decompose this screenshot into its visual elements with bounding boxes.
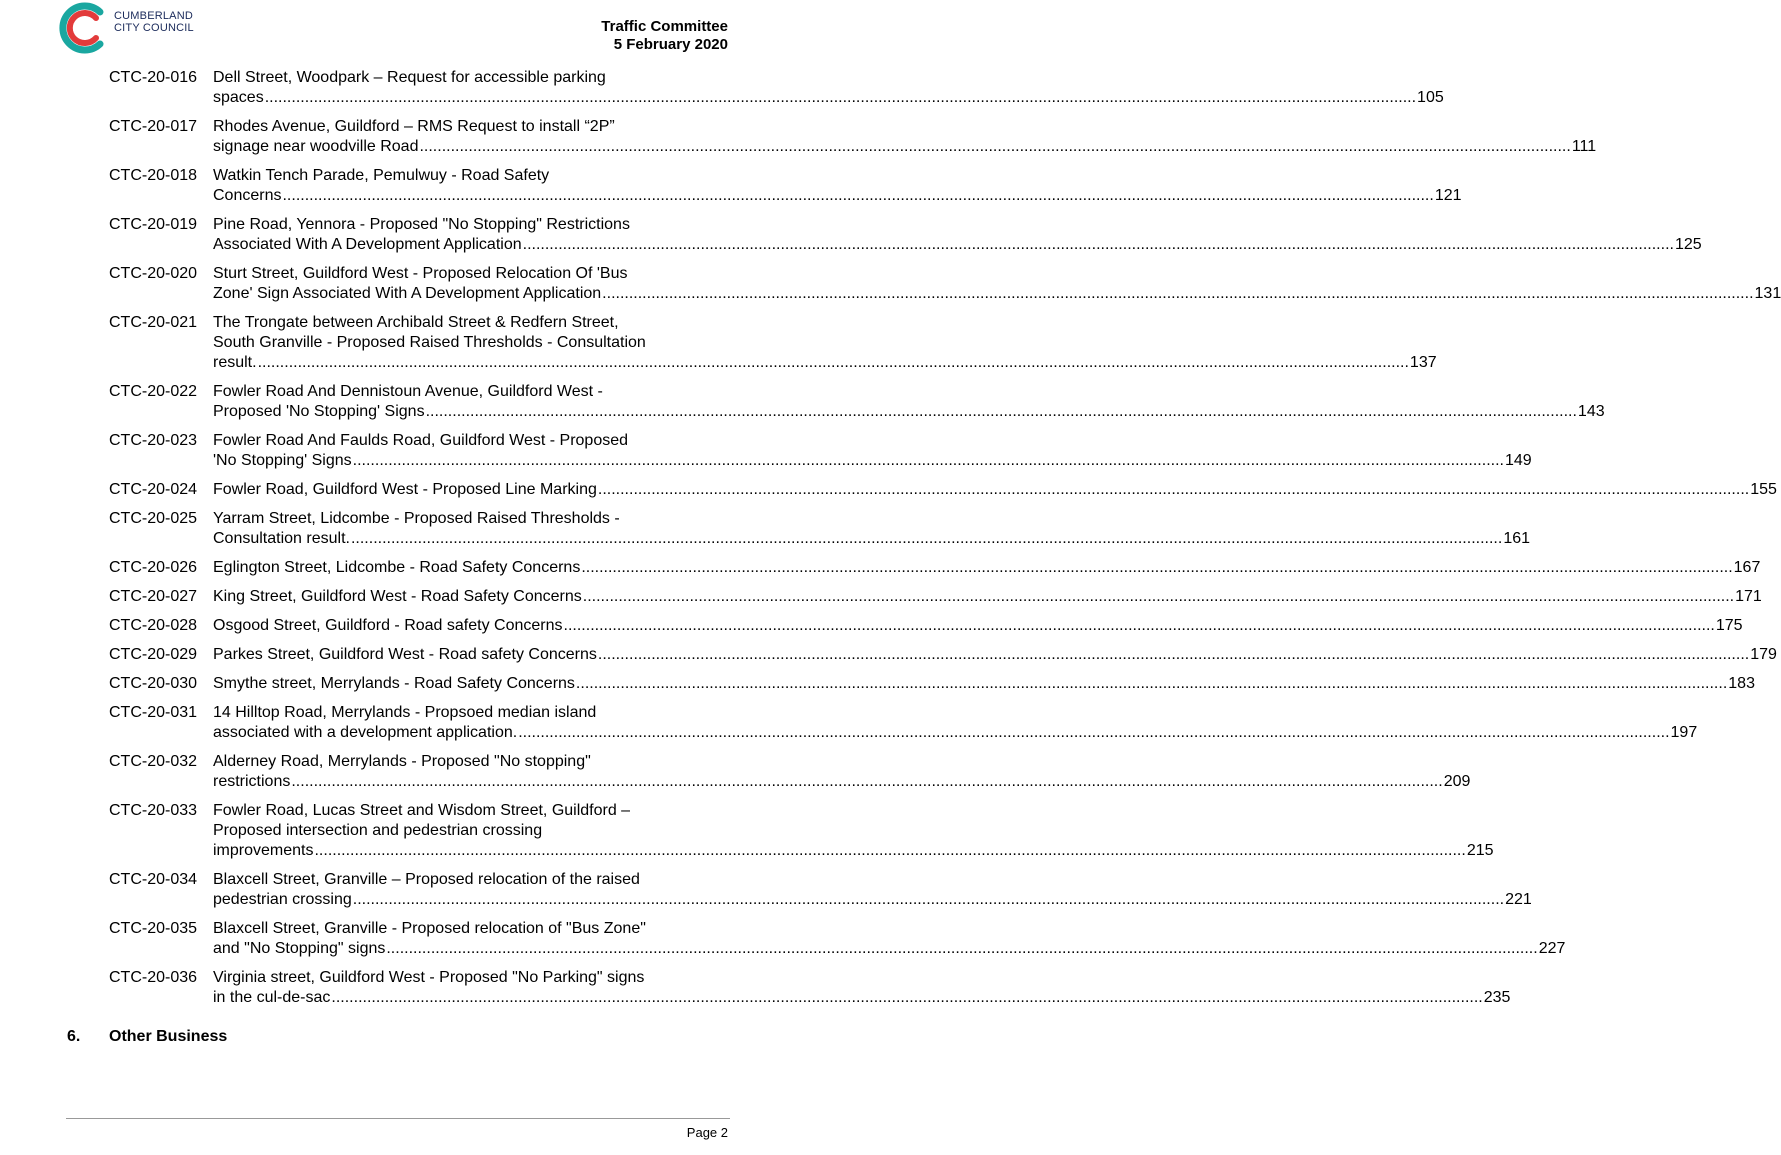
toc-item-code: CTC-20-031 xyxy=(109,704,198,721)
toc-item-code: CTC-20-036 xyxy=(109,969,198,986)
toc-page-number: 143 xyxy=(1577,403,1605,420)
toc-title-line: Fowler Road, Lucas Street and Wisdom Street, Guildford – xyxy=(213,802,631,819)
council-name-line1: CUMBERLAND xyxy=(114,10,194,22)
toc-title-last-line xyxy=(213,186,1462,206)
toc-title-last-line xyxy=(213,88,1444,108)
toc-item-title xyxy=(213,264,1781,304)
toc-page-number: 167 xyxy=(1733,559,1761,576)
toc-title-line: Fowler Road And Faulds Road, Guildford West - Proposed xyxy=(213,432,629,449)
toc-entry[interactable] xyxy=(109,674,1755,694)
dot-leader xyxy=(331,988,1482,1008)
toc-title-text: Consultation result. xyxy=(213,530,350,547)
toc-item-code: CTC-20-034 xyxy=(109,871,198,888)
dot-leader xyxy=(518,723,1669,743)
toc-title-text: Osgood Street, Guildford - Road safety Concerns xyxy=(213,617,563,634)
toc-item-title xyxy=(213,587,1762,607)
toc-title-text: Fowler Road, Guildford West - Proposed Line Marking xyxy=(213,481,597,498)
dot-leader xyxy=(523,235,1674,255)
toc-page-number: 155 xyxy=(1750,481,1777,498)
toc-title-last-line xyxy=(213,558,1760,578)
toc-title-text: and "No Stopping" signs xyxy=(213,940,386,957)
dot-leader xyxy=(576,674,1727,694)
toc-title-line: Pine Road, Yennora - Proposed "No Stopping" Restrictions xyxy=(213,216,630,233)
toc-item-title xyxy=(213,117,1596,157)
toc-title-last-line xyxy=(213,480,1777,500)
toc-title-line: 14 Hilltop Road, Merrylands - Propsoed median island xyxy=(213,704,597,721)
dot-leader xyxy=(583,587,1734,607)
toc-title-line: Sturt Street, Guildford West - Proposed Relocation Of 'Bus xyxy=(213,265,628,282)
toc-page-number: 197 xyxy=(1670,724,1698,741)
toc-item-title xyxy=(213,968,1510,1008)
dot-leader xyxy=(386,939,1537,959)
toc-page-number: 131 xyxy=(1754,285,1781,302)
toc-page-number: 235 xyxy=(1483,989,1511,1006)
toc-entry[interactable] xyxy=(109,968,1511,1008)
toc-title-text: Associated With A Development Application xyxy=(213,236,522,253)
toc-title-last-line xyxy=(213,988,1510,1008)
header-title: Traffic Committee xyxy=(601,18,728,35)
toc-entry[interactable] xyxy=(109,382,1605,422)
toc-title-line: The Trongate between Archibald Street & Redfern Street, xyxy=(213,314,619,331)
toc-item-title xyxy=(213,68,1444,108)
toc-item-code: CTC-20-024 xyxy=(109,481,198,498)
toc-item-title xyxy=(213,558,1760,578)
toc-title-line: Alderney Road, Merrylands - Proposed "No stopping" xyxy=(213,753,591,770)
toc-page-number: 171 xyxy=(1735,588,1762,605)
toc-title-line: Yarram Street, Lidcombe - Proposed Raised Thresholds - xyxy=(213,510,620,527)
toc-title-text: in the cul-de-sac xyxy=(213,989,331,1006)
toc-title-line: Watkin Tench Parade, Pemulwuy - Road Safety xyxy=(213,167,550,184)
toc-entry[interactable] xyxy=(109,215,1702,255)
toc-title-last-line xyxy=(213,137,1596,157)
toc-page-number: 161 xyxy=(1503,530,1531,547)
toc-title-line: Dell Street, Woodpark – Request for accessible parking xyxy=(213,69,606,86)
toc-title-text: King Street, Guildford West - Road Safety Concerns xyxy=(213,588,582,605)
council-logo xyxy=(56,0,216,56)
toc-title-text: result. xyxy=(213,354,257,371)
section-number: 6. xyxy=(67,1028,81,1045)
table-of-contents xyxy=(109,68,1781,1017)
toc-title-last-line xyxy=(213,235,1702,255)
toc-entry[interactable] xyxy=(109,587,1762,607)
toc-entry[interactable] xyxy=(109,117,1597,157)
toc-title-text: signage near woodville Road xyxy=(213,138,419,155)
toc-item-code: CTC-20-027 xyxy=(109,588,198,605)
dot-leader xyxy=(426,402,1577,422)
toc-title-line: South Granville - Proposed Raised Thresholds - Consultation xyxy=(213,334,646,351)
dot-leader xyxy=(314,841,1465,861)
toc-title-last-line xyxy=(213,402,1605,422)
dot-leader xyxy=(598,645,1749,665)
dot-leader xyxy=(602,284,1753,304)
toc-item-title xyxy=(213,919,1565,959)
toc-item-title xyxy=(213,801,1494,861)
toc-title-last-line xyxy=(213,451,1532,471)
page-number: Page 2 xyxy=(686,1125,728,1140)
toc-title-line: Fowler Road And Dennistoun Avenue, Guildford West - xyxy=(213,383,603,400)
toc-item-code: CTC-20-033 xyxy=(109,802,198,819)
toc-page-number: 183 xyxy=(1728,675,1755,692)
toc-item-code: CTC-20-019 xyxy=(109,216,198,233)
header-date: 5 February 2020 xyxy=(613,36,728,53)
document-header xyxy=(601,18,728,54)
toc-page-number: 209 xyxy=(1443,773,1471,790)
toc-title-line: Blaxcell Street, Granville - Proposed relocation of "Bus Zone" xyxy=(213,920,646,937)
toc-item-title xyxy=(213,215,1702,255)
toc-title-text: improvements xyxy=(213,842,314,859)
toc-title-last-line xyxy=(213,645,1777,665)
toc-entry[interactable] xyxy=(109,801,1494,861)
toc-title-last-line xyxy=(213,284,1781,304)
toc-entry[interactable] xyxy=(109,703,1698,743)
toc-entry[interactable] xyxy=(109,313,1437,373)
toc-entry[interactable] xyxy=(109,431,1532,471)
toc-page-number: 105 xyxy=(1417,89,1444,106)
toc-title-line: Proposed intersection and pedestrian crossing xyxy=(213,822,543,839)
council-name xyxy=(114,10,194,34)
dot-leader xyxy=(282,186,1433,206)
toc-title-text: Concerns xyxy=(213,187,282,204)
toc-item-code: CTC-20-022 xyxy=(109,383,198,400)
toc-title-last-line xyxy=(213,939,1565,959)
toc-item-title xyxy=(213,674,1755,694)
dot-leader xyxy=(265,88,1416,108)
toc-title-last-line xyxy=(213,674,1755,694)
toc-page-number: 137 xyxy=(1409,354,1437,371)
toc-entry[interactable] xyxy=(109,166,1462,206)
toc-item-title xyxy=(213,703,1697,743)
toc-page-number: 121 xyxy=(1434,187,1462,204)
toc-entry[interactable] xyxy=(109,645,1777,665)
toc-entry[interactable] xyxy=(109,68,1444,108)
toc-title-text: Eglington Street, Lidcombe - Road Safety Concerns xyxy=(213,559,581,576)
toc-item-code: CTC-20-016 xyxy=(109,69,198,86)
toc-item-title xyxy=(213,431,1532,471)
toc-item-title xyxy=(213,480,1777,500)
dot-leader xyxy=(353,890,1504,910)
toc-item-title xyxy=(213,509,1530,549)
toc-item-code: CTC-20-021 xyxy=(109,314,198,331)
toc-page-number: 227 xyxy=(1538,940,1566,957)
toc-title-text: pedestrian crossing xyxy=(213,891,352,908)
toc-entry[interactable] xyxy=(109,480,1777,500)
toc-item-code: CTC-20-020 xyxy=(109,265,198,282)
toc-title-line: Virginia street, Guildford West - Proposed "No Parking" signs xyxy=(213,969,645,986)
toc-title-last-line xyxy=(213,772,1470,792)
toc-page-number: 221 xyxy=(1505,891,1532,908)
toc-page-number: 215 xyxy=(1466,842,1494,859)
council-name-line2: CITY COUNCIL xyxy=(114,22,194,34)
toc-title-text: Smythe street, Merrylands - Road Safety Concerns xyxy=(213,675,575,692)
toc-item-title xyxy=(213,645,1777,665)
toc-item-title xyxy=(213,616,1743,636)
toc-title-text: associated with a development application. xyxy=(213,724,518,741)
toc-item-code: CTC-20-026 xyxy=(109,559,198,576)
toc-item-code: CTC-20-035 xyxy=(109,920,198,937)
toc-item-code: CTC-20-018 xyxy=(109,167,198,184)
toc-title-last-line xyxy=(213,616,1743,636)
toc-item-title xyxy=(213,752,1470,792)
toc-item-code: CTC-20-025 xyxy=(109,510,198,527)
dot-leader xyxy=(258,353,1409,373)
toc-title-text: Zone' Sign Associated With A Development Application xyxy=(213,285,602,302)
toc-title-line: Rhodes Avenue, Guildford – RMS Request to install “2P” xyxy=(213,118,615,135)
toc-title-text: spaces xyxy=(213,89,264,106)
toc-page-number: 149 xyxy=(1504,452,1532,469)
dot-leader xyxy=(598,480,1749,500)
toc-item-code: CTC-20-030 xyxy=(109,675,198,692)
toc-page-number: 111 xyxy=(1571,138,1597,155)
toc-entry[interactable] xyxy=(109,558,1761,578)
toc-title-text: Proposed 'No Stopping' Signs xyxy=(213,403,425,420)
dot-leader xyxy=(581,558,1732,578)
dot-leader xyxy=(353,451,1504,471)
toc-page-number: 125 xyxy=(1674,236,1702,253)
toc-page-number: 175 xyxy=(1715,617,1743,634)
toc-title-last-line xyxy=(213,587,1762,607)
toc-item-code: CTC-20-028 xyxy=(109,617,198,634)
toc-item-code: CTC-20-023 xyxy=(109,432,198,449)
toc-title-text: Parkes Street, Guildford West - Road safety Concerns xyxy=(213,646,597,663)
dot-leader xyxy=(419,137,1570,157)
toc-title-last-line xyxy=(213,890,1532,910)
dot-leader xyxy=(564,616,1715,636)
toc-entry[interactable] xyxy=(109,509,1531,549)
toc-item-title xyxy=(213,166,1462,206)
toc-entry[interactable] xyxy=(109,919,1566,959)
footer-divider xyxy=(66,1118,730,1119)
dot-leader xyxy=(351,529,1502,549)
toc-title-last-line xyxy=(213,841,1494,861)
council-logo-icon xyxy=(56,0,112,56)
toc-page-number: 179 xyxy=(1750,646,1777,663)
toc-title-text: restrictions xyxy=(213,773,291,790)
toc-item-title xyxy=(213,382,1605,422)
toc-title-line: Blaxcell Street, Granville – Proposed relocation of the raised xyxy=(213,871,640,888)
toc-entry[interactable] xyxy=(109,870,1532,910)
toc-entry[interactable] xyxy=(109,616,1743,636)
toc-item-title xyxy=(213,870,1532,910)
dot-leader xyxy=(291,772,1442,792)
section-title: Other Business xyxy=(109,1028,228,1045)
toc-title-last-line xyxy=(213,529,1530,549)
toc-title-last-line xyxy=(213,353,1437,373)
section-heading xyxy=(67,1027,227,1047)
toc-item-code: CTC-20-032 xyxy=(109,753,198,770)
toc-item-code: CTC-20-029 xyxy=(109,646,198,663)
toc-title-last-line xyxy=(213,723,1697,743)
toc-entry[interactable] xyxy=(109,264,1781,304)
toc-entry[interactable] xyxy=(109,752,1471,792)
toc-item-title xyxy=(213,313,1437,373)
toc-title-text: 'No Stopping' Signs xyxy=(213,452,352,469)
toc-item-code: CTC-20-017 xyxy=(109,118,198,135)
